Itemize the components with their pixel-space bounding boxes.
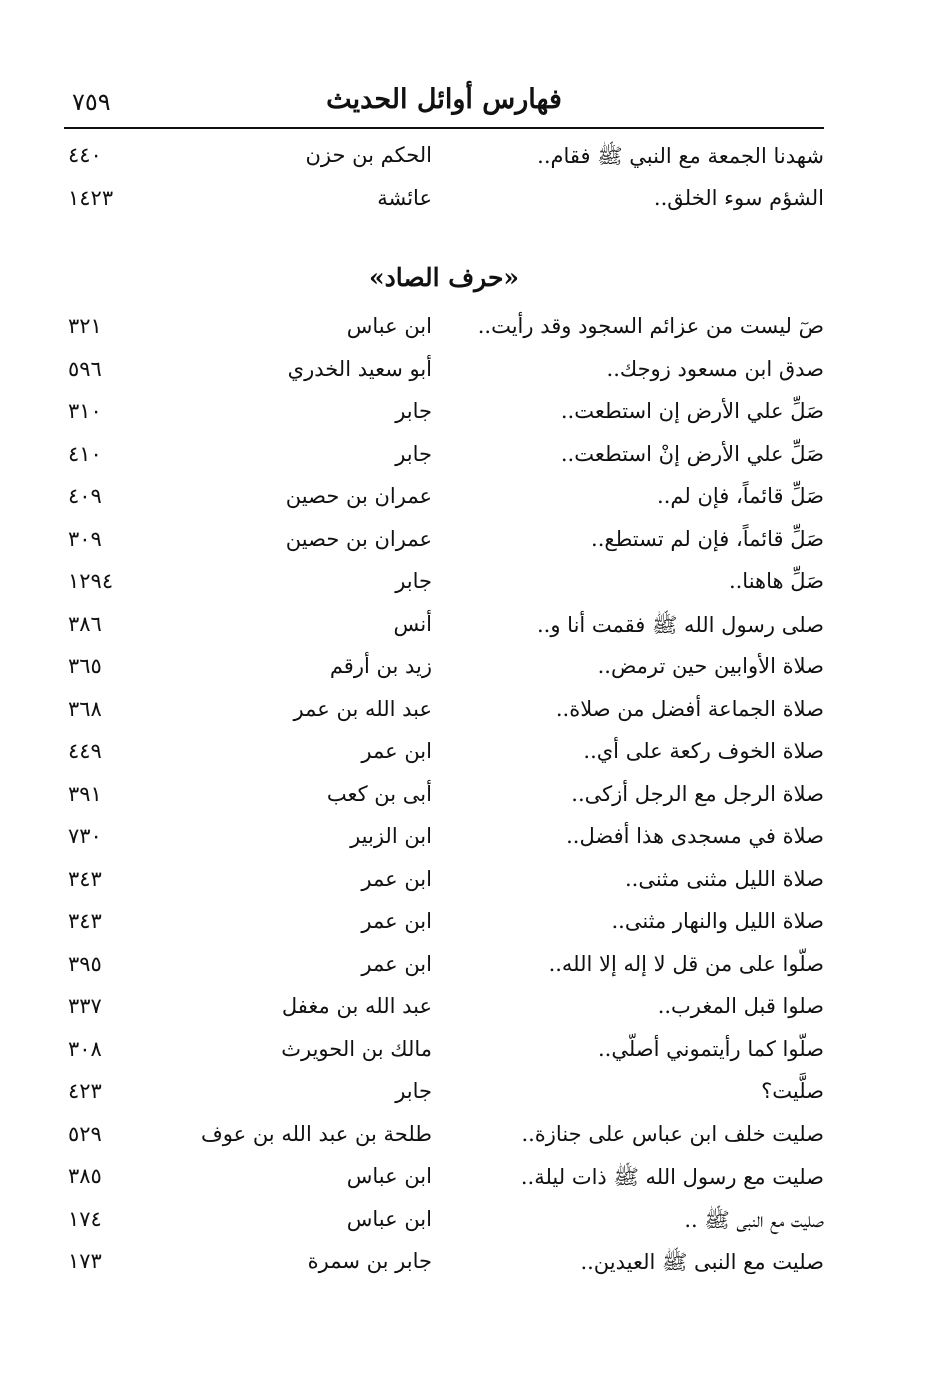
- narrator: جابر: [395, 399, 432, 423]
- hadith-number: ٤٤٩: [68, 739, 102, 763]
- narrator: ابن عمر: [361, 909, 432, 933]
- narrator: عمران بن حصين: [285, 484, 432, 508]
- hadith-opening: صَلِّ قائماً، فإن لم تستطع..: [591, 526, 824, 551]
- hadith-number: ٣٣٧: [68, 994, 102, 1018]
- index-entry: [64, 352, 824, 395]
- hadith-number: ٤١٠: [68, 441, 102, 466]
- index-entry: [64, 1074, 824, 1117]
- narrator: عائشة: [377, 185, 432, 210]
- hadith-number: ٥٢٩: [68, 1121, 102, 1146]
- index-entry: [64, 138, 824, 181]
- narrator: أبى بن كعب: [326, 781, 432, 806]
- narrator: الحكم بن حزن: [305, 143, 432, 167]
- hadith-opening: صليت مع النبى ﷺ العيدين..: [580, 1250, 824, 1274]
- narrator: ابن الزبير: [350, 824, 432, 848]
- hadith-number: ١٢٩٤: [68, 569, 114, 593]
- index-entry: [64, 649, 824, 692]
- hadith-number: ٤٤٠: [68, 143, 102, 167]
- narrator: جابر: [395, 569, 432, 593]
- hadith-opening: صلاة الأوابين حين ترمض..: [597, 654, 824, 678]
- header-rule: [64, 127, 824, 129]
- hadith-opening: صلاة الليل مثنى مثنى..: [624, 866, 824, 891]
- narrator: مالك بن الحويرث: [281, 1036, 432, 1061]
- index-entry: [64, 904, 824, 947]
- hadith-number: ٣٦٨: [68, 696, 102, 721]
- hadith-opening: صَلِّ قائماً، فإن لم..: [657, 484, 824, 508]
- index-entry: [64, 989, 824, 1032]
- narrator: زيد بن أرقم: [329, 654, 432, 678]
- hadith-number: ٣٨٥: [68, 1164, 102, 1188]
- hadith-opening: صلّوا على من قل لا إله إلا الله..: [548, 951, 824, 976]
- index-entry: [64, 947, 824, 990]
- index-entry: [64, 692, 824, 735]
- narrator: جابر بن سمرة: [307, 1249, 432, 1273]
- entries-before-section: [64, 138, 824, 223]
- narrator: جابر: [395, 1079, 432, 1103]
- index-entry: [64, 1202, 824, 1245]
- hadith-opening: شهدنا الجمعة مع النبي ﷺ فقام..: [537, 144, 824, 168]
- narrator: طلحة بن عبد الله بن عوف: [201, 1121, 432, 1146]
- section-title: «حرف الصاد»: [368, 263, 520, 292]
- index-entry: [64, 1244, 824, 1287]
- index-entry: [64, 777, 824, 820]
- hadith-number: ٣٩٥: [68, 951, 102, 976]
- hadith-number: ٣٠٩: [68, 526, 102, 551]
- index-entry: [64, 437, 824, 480]
- hadith-number: ٧٣٠: [68, 824, 102, 848]
- hadith-number: ١٧٣: [68, 1249, 102, 1273]
- hadith-number: ١٧٤: [68, 1206, 102, 1231]
- narrator: ابن عباس: [346, 314, 432, 338]
- hadith-number: ٣٤٣: [68, 866, 102, 891]
- page-header: [64, 82, 824, 126]
- hadith-opening: صلَّيت؟: [761, 1079, 824, 1103]
- index-entry: [64, 522, 824, 565]
- index-entry: [64, 1032, 824, 1075]
- hadith-number: ٣٢١: [68, 314, 102, 338]
- hadith-opening: صَلِّ هاهنا..: [728, 569, 824, 593]
- narrator: عبد الله بن عمر: [293, 696, 432, 721]
- narrator: ابن عمر: [361, 739, 432, 763]
- index-entry: [64, 1159, 824, 1202]
- narrator: ابن عمر: [361, 866, 432, 891]
- hadith-opening: صلاة الرجل مع الرجل أزكى..: [571, 781, 824, 806]
- hadith-opening: صلّوا كما رأيتموني أصلّي..: [598, 1036, 824, 1061]
- hadith-opening: صلى رسول الله ﷺ فقمت أنا و..: [537, 612, 824, 637]
- index-entry: [64, 564, 824, 607]
- hadith-number: ١٤٢٣: [68, 185, 114, 210]
- index-entry: [64, 479, 824, 522]
- index-entry: [64, 309, 824, 352]
- index-entry: [64, 607, 824, 650]
- hadith-opening: صليت مع رسول الله ﷺ ذات ليلة..: [520, 1165, 824, 1189]
- hadith-number: ٣١٠: [68, 399, 102, 423]
- index-entry: [64, 1117, 824, 1160]
- index-entry: [64, 394, 824, 437]
- section-heading: [64, 223, 824, 309]
- narrator: ابن عباس: [346, 1164, 432, 1188]
- hadith-opening: صَلِّ علي الأرض إن استطعت..: [560, 399, 824, 423]
- hadith-number: ٣٩١: [68, 781, 102, 806]
- hadith-number: ٣٨٦: [68, 611, 102, 636]
- narrator: جابر: [395, 441, 432, 466]
- index-entry: [64, 819, 824, 862]
- hadith-opening: صلوا قبل المغرب..: [657, 994, 824, 1018]
- narrator: ابن عمر: [361, 951, 432, 976]
- hadith-number: ٤٢٣: [68, 1079, 102, 1103]
- index-entry: [64, 181, 824, 224]
- narrator: أبو سعيد الخدري: [287, 356, 432, 381]
- narrator: ابن عباس: [346, 1206, 432, 1231]
- narrator: عبد الله بن مغفل: [281, 994, 432, 1018]
- hadith-number: ٣٠٨: [68, 1036, 102, 1061]
- index-page: [64, 82, 824, 1322]
- hadith-opening: صليت خلف ابن عباس على جنازة..: [521, 1121, 824, 1146]
- hadith-opening: صلاة الجماعة أفضل من صلاة..: [555, 696, 824, 721]
- index-entry: [64, 862, 824, 905]
- hadith-opening: الشؤم سوء الخلق..: [653, 185, 824, 210]
- hadith-opening: صدق ابن مسعود زوجك..: [606, 356, 824, 381]
- index-entry: [64, 734, 824, 777]
- entries-list: [64, 309, 824, 1287]
- page-number: ٧٥٩: [72, 88, 111, 116]
- narrator: عمران بن حصين: [285, 526, 432, 551]
- hadith-opening: صٓ ليست من عزائم السجود وقد رأيت..: [477, 314, 824, 338]
- hadith-number: ٣٤٣: [68, 909, 102, 933]
- hadith-number: ٣٦٥: [68, 654, 102, 678]
- hadith-opening: صلاة الليل والنهار مثنى..: [611, 909, 824, 933]
- hadith-number: ٥٩٦: [68, 356, 102, 381]
- narrator: أنس: [393, 611, 432, 636]
- hadith-number: ٤٠٩: [68, 484, 102, 508]
- hadith-opening: صليت مع النبى ﷺ ..: [684, 1207, 824, 1232]
- hadith-opening: صلاة في مسجدى هذا أفضل..: [566, 824, 824, 848]
- hadith-opening: صلاة الخوف ركعة على أي..: [583, 739, 824, 763]
- page-title: فهارس أوائل الحديث: [326, 84, 562, 115]
- hadith-opening: صَلِّ علي الأرض إنْ استطعت..: [560, 441, 824, 466]
